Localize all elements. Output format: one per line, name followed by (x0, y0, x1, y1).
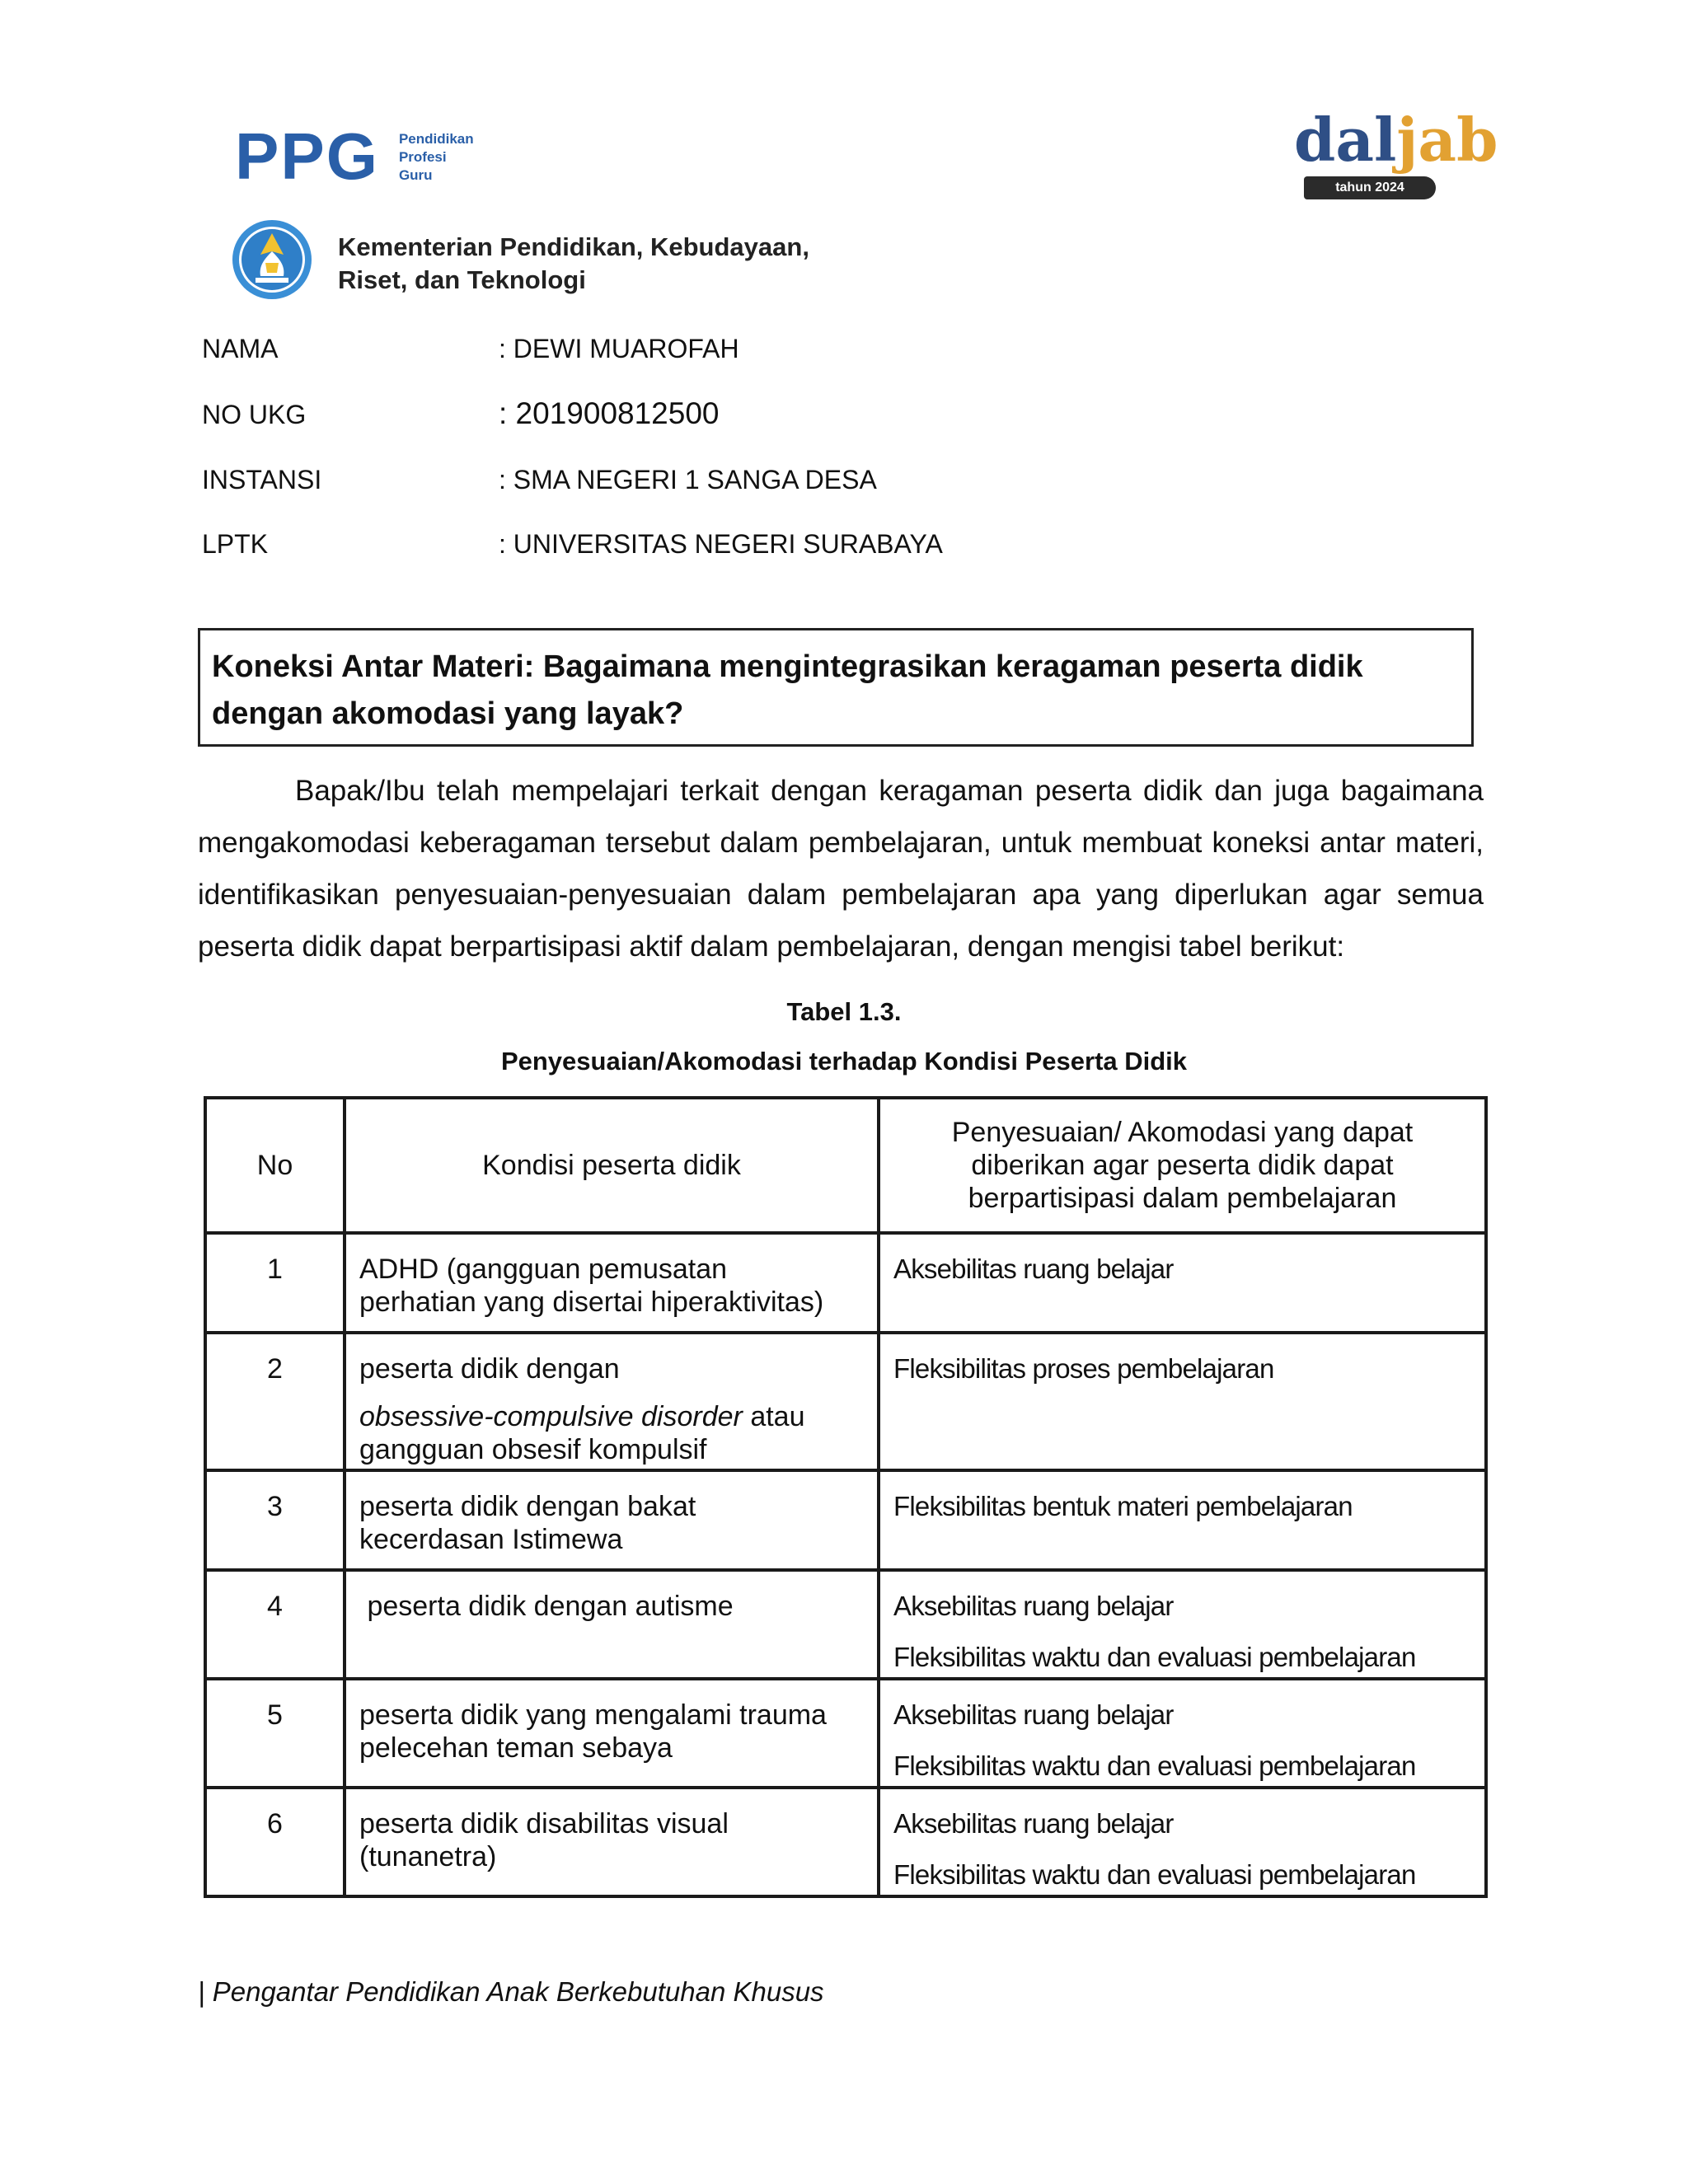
kondisi-line: peserta didik dengan (359, 1353, 620, 1385)
kondisi-line: kecerdasan Istimewa (359, 1524, 623, 1555)
table-caption: Penyesuaian/Akomodasi terhadap Kondisi Peserta Didik (500, 1047, 1188, 1076)
row-no: 6 (205, 1788, 345, 1896)
identity-label: NAMA (202, 334, 279, 363)
row-kondisi (345, 1470, 879, 1570)
row-no: 5 (205, 1679, 345, 1788)
daljab-dal: dal (1294, 105, 1397, 175)
kondisi-line: gangguan obsesif kompulsif (359, 1434, 707, 1465)
table-row (205, 1333, 1486, 1470)
akomodasi-item: Fleksibilitas waktu dan evaluasi pembelajaran (893, 1859, 1416, 1890)
row-kondisi (345, 1570, 879, 1679)
tut-wuri-handayani-emblem-icon (231, 218, 313, 301)
kondisi-line: (tunanetra) (359, 1841, 497, 1872)
kondisi-line: ADHD (gangguan pemusatan (359, 1254, 728, 1285)
identity-value: : UNIVERSITAS NEGERI SURABAYA (499, 529, 943, 559)
ppg-logo (235, 120, 474, 193)
row-akomodasi (879, 1679, 1486, 1788)
page-footer: | Pengantar Pendidikan Anak Berkebutuhan Khusus (198, 1976, 824, 2007)
akomodasi-item: Aksebilitas ruang belajar (893, 1808, 1174, 1839)
identity-label: LPTK (202, 529, 269, 559)
header-akomodasi-line: berpartisipasi dalam pembelajaran (968, 1183, 1397, 1214)
akomodasi-item: Aksebilitas ruang belajar (893, 1699, 1174, 1730)
row-akomodasi (879, 1788, 1486, 1896)
accommodation-table (204, 1096, 1488, 1898)
akomodasi-item: Fleksibilitas waktu dan evaluasi pembelajaran (893, 1750, 1416, 1781)
ministry-name-line: Kementerian Pendidikan, Kebudayaan, (338, 232, 809, 261)
daljab-jab: jab (1396, 105, 1498, 175)
section-title-box: Koneksi Antar Materi: Bagaimana mengintegrasikan keragaman peserta didik dengan akomodasi yang layak? (198, 628, 1474, 747)
daljab-logo-word (1294, 105, 1498, 175)
akomodasi-item: Aksebilitas ruang belajar (893, 1591, 1174, 1621)
row-kondisi (345, 1333, 879, 1470)
daljab-logo (1294, 105, 1498, 199)
identity-label: NO UKG (202, 400, 307, 429)
row-kondisi (345, 1679, 879, 1788)
identity-value: : DEWI MUAROFAH (499, 334, 739, 363)
row-no: 4 (205, 1570, 345, 1679)
kondisi-line: peserta didik disabilitas visual (359, 1808, 729, 1840)
row-akomodasi (879, 1233, 1486, 1333)
table-number: Tabel 1.3. (786, 997, 902, 1026)
ppg-sub-line: Guru (398, 167, 433, 183)
header-no: No (205, 1098, 345, 1233)
akomodasi-item: Fleksibilitas waktu dan evaluasi pembelajaran (893, 1642, 1416, 1672)
row-kondisi (345, 1788, 879, 1896)
intro-paragraph: Bapak/Ibu telah mempelajari terkait dengan keragaman peserta didik dan juga bagaimana mengakomodasi keberagaman tersebut dalam pembelajaran, untuk membuat koneksi antar materi, identifikasikan penyesuaian-penyesuaian dalam pembelajaran apa yang diperlukan agar semua peserta didik dapat berpartisipasi aktif dalam pembelajaran, dengan mengisi tabel berikut: (198, 775, 1484, 963)
ministry-name-line: Riset, dan Teknologi (338, 265, 586, 294)
kondisi-after: atau (742, 1401, 805, 1432)
identity-label: INSTANSI (202, 465, 322, 494)
ppg-logo-word: PPG (235, 120, 379, 193)
identity-value: : SMA NEGERI 1 SANGA DESA (499, 465, 877, 494)
header-akomodasi-line: diberikan agar peserta didik dapat (971, 1150, 1394, 1181)
akomodasi-item: Fleksibilitas bentuk materi pembelajaran (893, 1491, 1353, 1521)
kondisi-line (359, 1400, 865, 1433)
row-no: 1 (205, 1233, 345, 1333)
kondisi-line: perhatian yang disertai hiperaktivitas) (359, 1286, 824, 1318)
table-row (205, 1233, 1486, 1333)
kondisi-italic-term: obsessive-compulsive disorder (359, 1401, 743, 1432)
table-row (205, 1788, 1486, 1896)
table-row (205, 1570, 1486, 1679)
row-kondisi (345, 1233, 879, 1333)
row-akomodasi (879, 1470, 1486, 1570)
akomodasi-item: Fleksibilitas proses pembelajaran (893, 1353, 1274, 1384)
ppg-logo-subtitle (399, 130, 474, 185)
table-row (205, 1679, 1486, 1788)
row-no: 3 (205, 1470, 345, 1570)
table-header-row (205, 1098, 1486, 1233)
header-akomodasi (879, 1098, 1486, 1233)
kondisi-line: pelecehan teman sebaya (359, 1732, 673, 1764)
kondisi-line: peserta didik dengan bakat (359, 1491, 696, 1522)
ppg-sub-line: Pendidikan (398, 131, 474, 147)
kondisi-line: peserta didik yang mengalami trauma (359, 1699, 827, 1731)
row-akomodasi (879, 1333, 1486, 1470)
header-kondisi: Kondisi peserta didik (345, 1098, 879, 1233)
header-akomodasi-line: Penyesuaian/ Akomodasi yang dapat (951, 1117, 1414, 1148)
ministry-name (338, 231, 809, 297)
ppg-sub-line: Profesi (398, 149, 447, 165)
akomodasi-item: Aksebilitas ruang belajar (893, 1254, 1174, 1284)
daljab-year-badge: tahun 2024 (1304, 176, 1436, 199)
table-row (205, 1470, 1486, 1570)
kondisi-line: peserta didik dengan autisme (359, 1591, 734, 1622)
row-akomodasi (879, 1570, 1486, 1679)
row-no: 2 (205, 1333, 345, 1470)
identity-value: : 201900812500 (499, 396, 720, 430)
